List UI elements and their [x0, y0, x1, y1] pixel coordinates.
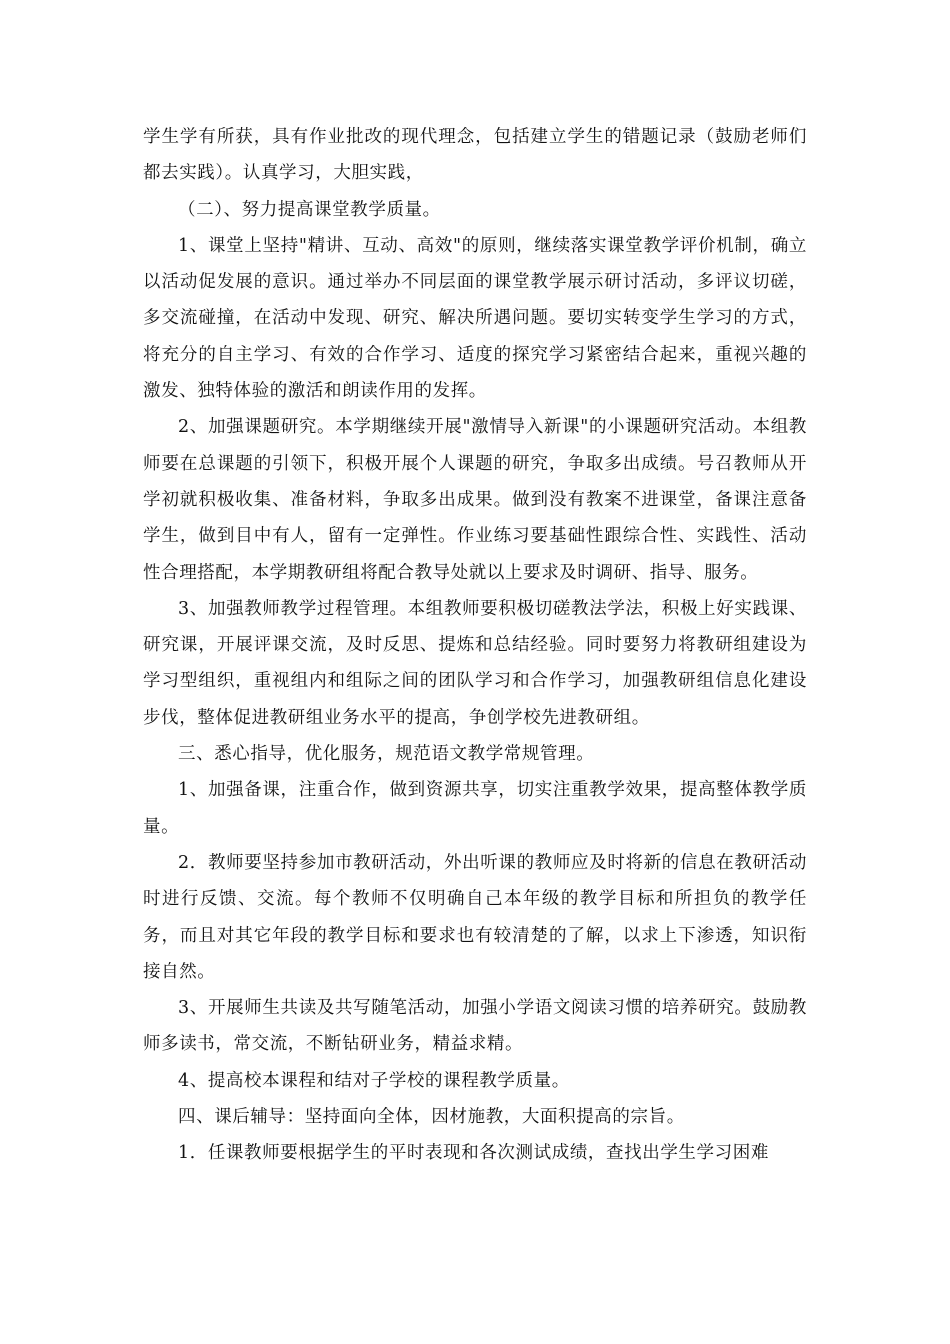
section-heading-2: （二）、努力提高课堂教学质量。: [178, 199, 441, 220]
paragraph-item-1: 1．任课教师要根据学生的平时表现和各次测试成绩，查找出学生学习困难: [178, 1143, 769, 1164]
paragraph-item-1: 1、课堂上坚持"精讲、互动、高效"的原则，继续落实课堂教学评价机制，确立以活动促发展的意识。通过举办不同层面的课堂教学展示研讨活动，多评议切磋，多交流碰撞，在活动中发现、研究、解决所遇问题。要切实转变学生学习的方式，将充分的自主学习、有效的合作学习、适度的探究学习紧密结合起来，重视兴趣的激发、独特体验的激活和朗读作用的发挥。: [143, 235, 807, 402]
paragraph-item-2: 2、加强课题研究。本学期继续开展"激情导入新课"的小课题研究活动。本组教师要在总课题的引领下，积极开展个人课题的研究，争取多出成绩。号召教师从开学初就积极收集、准备材料，争取多出成果。做到没有教案不进课堂，备课注意备学生，做到目中有人，留有一定弹性。作业练习要基础性跟综合性、实践性、活动性合理搭配，本学期教研组将配合教导处就以上要求及时调研、指导、服务。: [143, 417, 807, 583]
paragraph-item-3: 3、开展师生共读及共写随笔活动，加强小学语文阅读习惯的培养研究。鼓励教师多读书，常交流，不断钻研业务，精益求精。: [143, 998, 807, 1055]
paragraph-item-4: 4、提高校本课程和结对子学校的课程教学质量。: [178, 1070, 570, 1091]
paragraph-item-2: 2．教师要坚持参加市教研活动，外出听课的教师应及时将新的信息在教研活动时进行反馈、交流。每个教师不仅明确自己本年级的教学目标和所担负的教学任务，而且对其它年段的教学目标和要求也有较清楚的了解，以求上下渗透，知识衔接自然。: [143, 852, 807, 982]
section-heading-4: 四、课后辅导：坚持面向全体，因材施教，大面积提高的宗旨。: [178, 1107, 685, 1128]
document-body: [143, 119, 807, 1172]
paragraph-item-1: 1、加强备课，注重合作，做到资源共享，切实注重教学效果，提高整体教学质量。: [143, 780, 807, 837]
paragraph-item-3: 3、加强教师教学过程管理。本组教师要积极切磋教法学法，积极上好实践课、研究课，开展评课交流，及时反思、提炼和总结经验。同时要努力将教研组建设为学习型组织，重视组内和组际之间的团队学习和合作学习，加强教研组信息化建设步伐，整体促进教研组业务水平的提高，争创学校先进教研组。: [143, 598, 807, 728]
section-heading-3: 三、悉心指导，优化服务，规范语文教学常规管理。: [178, 744, 595, 765]
paragraph-continuation: 学生学有所获，具有作业批改的现代理念，包括建立学生的错题记录（鼓励老师们都去实践）。认真学习，大胆实践，: [143, 127, 807, 184]
